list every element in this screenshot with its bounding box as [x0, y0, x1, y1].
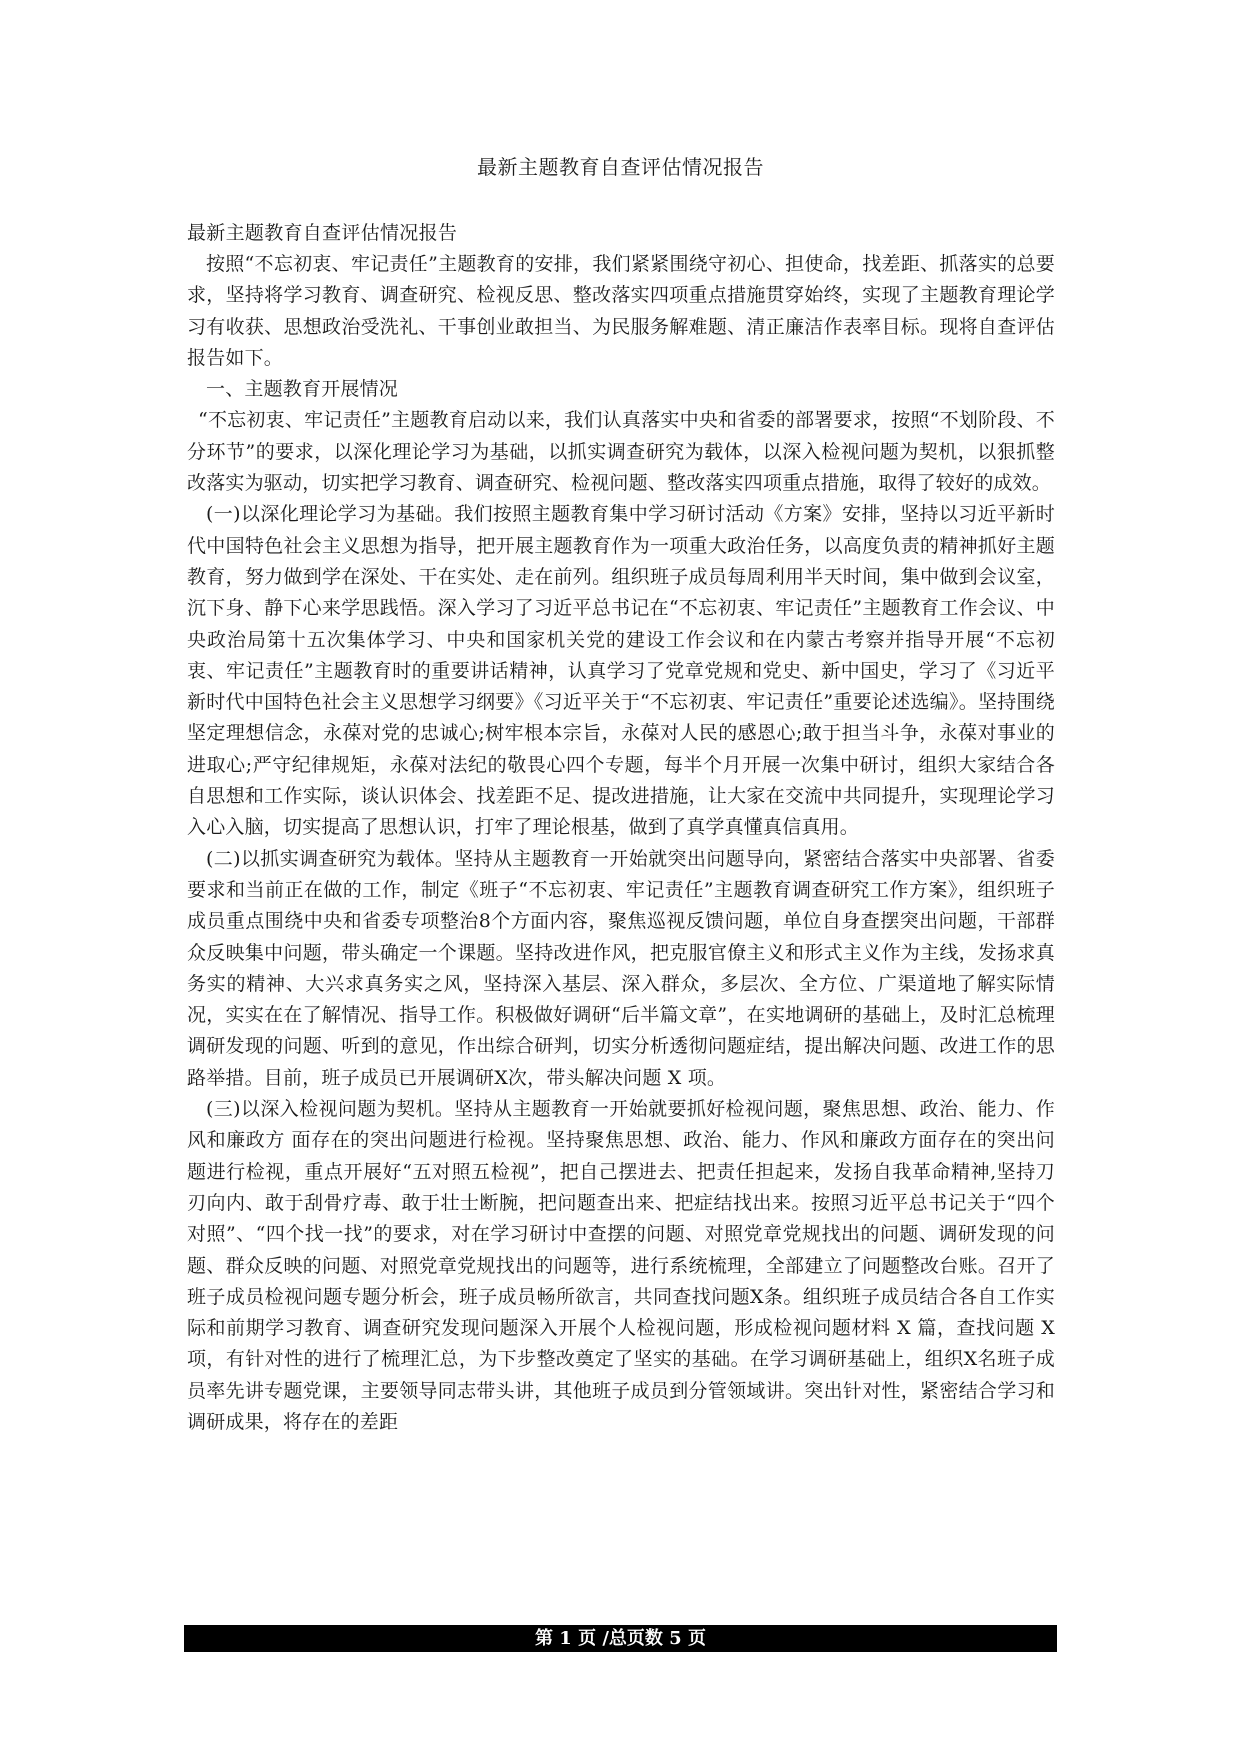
intro-paragraph: 按照“不忘初衷、牢记责任”主题教育的安排，我们紧紧围绕守初心、担使命，找差距、抓落实的总要求，坚持将学习教育、调查研究、检视反思、整改落实四项重点措施贯穿始终，实现了主题教育理论学习有收获、思想政治受洗礼、干事创业敢担当、为民服务解难题、清正廉洁作表率目标。现将自查评估报告如下。	[187, 253, 1055, 369]
document-subtitle: 最新主题教育自查评估情况报告	[187, 222, 458, 244]
item-paragraph-3: (三)以深入检视问题为契机。坚持从主题教育一开始就要抓好检视问题，聚焦思想、政治、能力、作风和廉政方 面存在的突出问题进行检视。坚持聚焦思想、政治、能力、作风和廉政方面存在的突出问题进行检视，重点开展好“五对照五检视”，把自己摆进去、把责任担起来，发扬自我革命精神,坚持刀刃向内、敢于刮骨疗毒、敢于壮士断腕，把问题查出来、把症结找出来。按照习近平总书记关于“四个对照”、“四个找一找”的要求，对在学习研讨中查摆的问题、对照党章党规找出的问题、调研发现的问题、群众反映的问题、对照党章党规找出的问题等，进行系统梳理，全部建立了问题整改台账。召开了班子成员检视问题专题分析会，班子成员畅所欲言，共同查找问题X条。组织班子成员结合各自工作实际和前期学习教育、调查研究发现问题深入开展个人检视问题，形成检视问题材料 X 篇，查找问题 X 项，有针对性的进行了梳理汇总，为下步整改奠定了坚实的基础。在学习调研基础上，组织X名班子成员率先讲专题党课，主要领导同志带头讲，其他班子成员到分管领域讲。突出针对性，紧密结合学习和调研成果，将存在的差距	[187, 1098, 1055, 1433]
item-paragraph-1: (一)以深化理论学习为基础。我们按照主题教育集中学习研讨活动《方案》安排，坚持以习近平新时代中国特色社会主义思想为指导，把开展主题教育作为一项重大政治任务，以高度负责的精神抓好主题教育，努力做到学在深处、干在实处、走在前列。组织班子成员每周利用半天时间，集中做到会议室，沉下身、静下心来学思践悟。深入学习了习近平总书记在“不忘初衷、牢记责任”主题教育工作会议、中央政治局第十五次集体学习、中央和国家机关党的建设工作会议和在内蒙古考察并指导开展“不忘初衷、牢记责任”主题教育时的重要讲话精神，认真学习了党章党规和党史、新中国史，学习了《习近平新时代中国特色社会主义思想学习纲要》《习近平关于“不忘初衷、牢记责任”重要论述选编》。坚持围绕坚定理想信念，永葆对党的忠诚心;树牢根本宗旨，永葆对人民的感恩心;敢于担当斗争，永葆对事业的 进取心;严守纪律规矩，永葆对法纪的敬畏心四个专题，每半个月开展一次集中研讨，组织大家结合各自思想和工作实际，谈认识体会、找差距不足、提改进措施，让大家在交流中共同提升，实现理论学习入心入脑，切实提高了思想认识，打牢了理论根基，做到了真学真懂真信真用。	[187, 503, 1055, 839]
page-footer	[184, 1625, 1057, 1652]
document-title: 最新主题教育自查评估情况报告	[477, 155, 764, 179]
document-body	[187, 218, 1055, 1438]
section-intro-paragraph: “不忘初衷、牢记责任”主题教育启动以来，我们认真落实中央和省委的部署要求，按照“不划阶段、不分环节”的要求，以深化理论学习为基础，以抓实调查研究为载体，以深入检视问题为契机，以狠抓整改落实为驱动，切实把学习教育、调查研究、检视问题、整改落实四项重点措施，取得了较好的成效。	[187, 409, 1055, 495]
item-paragraph-2: (二)以抓实调查研究为载体。坚持从主题教育一开始就突出问题导向，紧密结合落实中央部署、省委要求和当前正在做的工作，制定《班子“不忘初衷、牢记责任”主题教育调查研究工作方案》，组织班子成员重点围绕中央和省委专项整治8个方面内容，聚焦巡视反馈问题，单位自身查摆突出问题，干部群众反映集中问题，带头确定一个课题。坚持改进作风，把克服官僚主义和形式主义作为主线，发扬求真务实的精神、大兴求真务实之风，坚持深入基层、深入群众，多层次、全方位、广渠道地了解实际情况，实实在在了解情况、指导工作。积极做好调研“后半篇文章”，在实地调研的基础上，及时汇总梳理调研发现的问题、听到的意见，作出综合研判，切实分析透彻问题症结，提出解决问题、改进工作的思路举措。目前，班子成员已开展调研X次，带头解决问题 X 项。	[187, 847, 1055, 1089]
section-heading: 一、主题教育开展情况	[206, 378, 399, 401]
page-number-label: 第 1 页 /总页数 5 页	[535, 1628, 706, 1649]
